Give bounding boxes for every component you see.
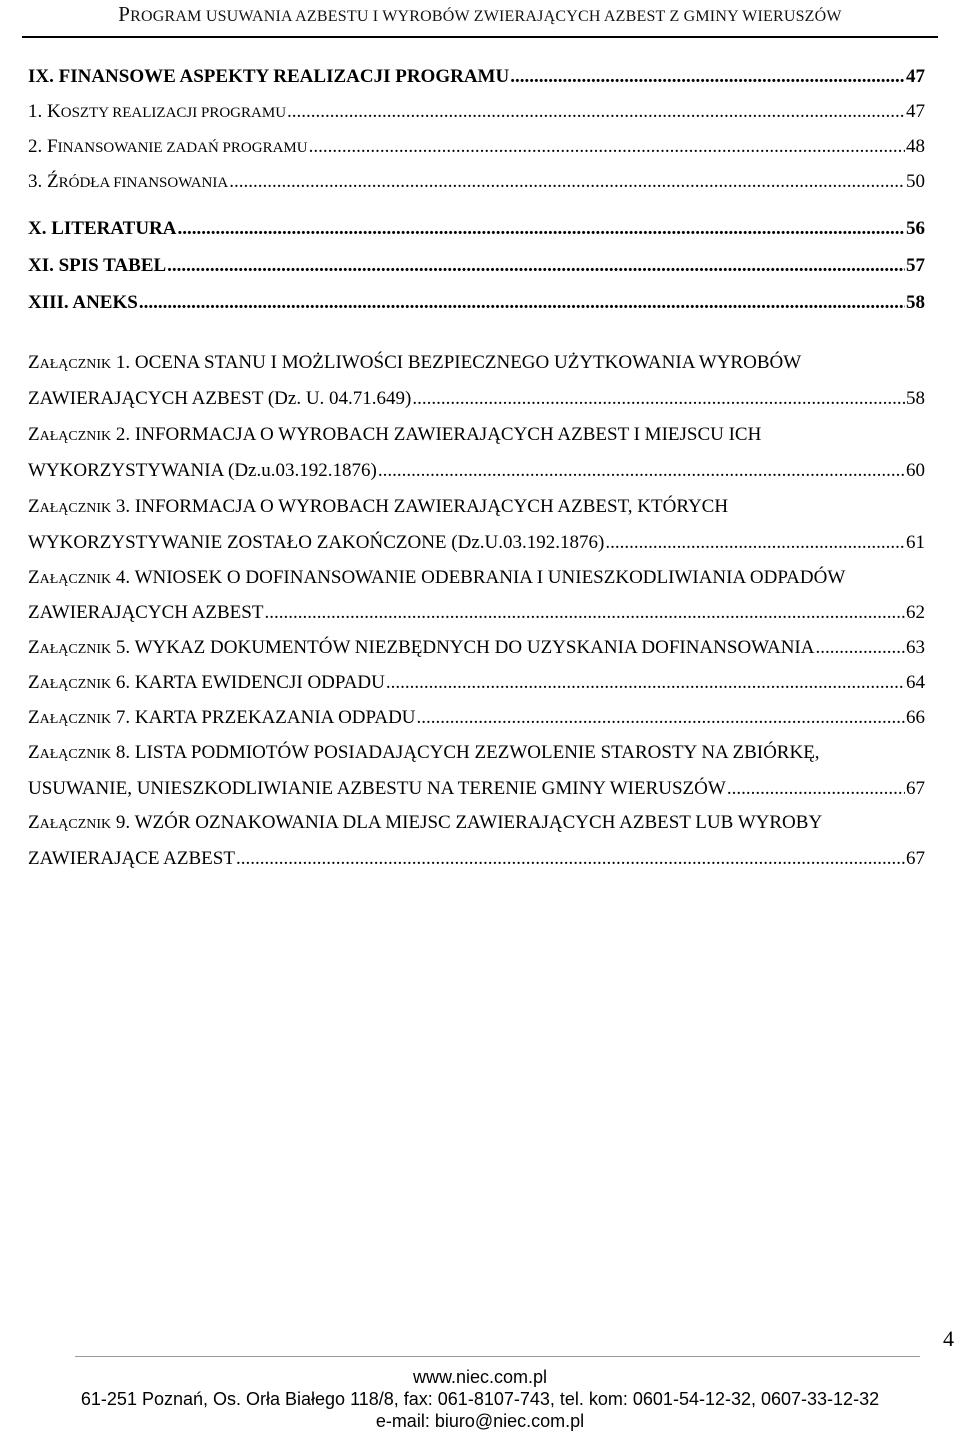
leader-dots xyxy=(178,218,905,240)
annex-line-2 xyxy=(28,602,925,637)
toc-entry[interactable] xyxy=(28,218,925,255)
annex-title-text: KARTA EWIDENCJI ODPADU xyxy=(134,672,385,693)
toc-entry[interactable] xyxy=(28,136,925,171)
toc-entry-label: X. LITERATURA xyxy=(28,218,177,239)
page-footer xyxy=(0,1366,960,1432)
toc-entry-page: 58 xyxy=(906,292,925,313)
annex-title xyxy=(28,637,814,659)
annex-title-line-1: OCENA STANU I MOŻLIWOŚCI BEZPIECZNEGO UŻYTKOWANIA WYROBÓW xyxy=(134,352,802,373)
annex-line-2 xyxy=(28,532,925,567)
toc-annex-entry[interactable] xyxy=(28,496,925,567)
toc-annex-entry[interactable] xyxy=(28,352,925,424)
annex-title-line-2: ZAWIERAJĄCE AZBEST xyxy=(28,848,235,869)
toc-entry[interactable] xyxy=(28,171,925,218)
annex-line-1 xyxy=(28,812,925,848)
toc-annex-entry[interactable] xyxy=(28,742,925,812)
toc-entry-label: XIII. ANEKS xyxy=(28,292,138,313)
table-of-contents xyxy=(28,66,925,883)
annex-number: 6. xyxy=(111,672,135,693)
annex-prefix-initial: Z xyxy=(28,424,40,445)
leader-dots xyxy=(139,292,905,314)
footer-address: 61-251 Poznań, Os. Orła Białego 118/8, fax: 061-8107-743, tel. kom: 0601-54-12-32, 0607-33-12-32 xyxy=(80,1389,880,1409)
annex-prefix-initial: Z xyxy=(28,707,40,728)
toc-entry-label: XI. SPIS TABEL xyxy=(28,255,167,276)
toc-entry[interactable] xyxy=(28,101,925,136)
annex-number: 7. xyxy=(111,707,135,728)
leader-dots xyxy=(605,532,905,554)
footer-email[interactable]: e-mail: biuro@niec.com.pl xyxy=(375,1411,585,1431)
toc-entry-page: 58 xyxy=(906,388,925,409)
toc-entry-page: 63 xyxy=(906,637,925,658)
toc-entry-label xyxy=(28,101,286,123)
toc-annex-entry[interactable] xyxy=(28,672,925,707)
toc-entry-page: 62 xyxy=(906,602,925,623)
annex-title xyxy=(28,707,416,729)
leader-dots xyxy=(412,388,905,410)
toc-entry-page: 66 xyxy=(906,707,925,728)
annex-title-line-1: INFORMACJA O WYROBACH ZAWIERAJĄCYCH AZBEST, KTÓRYCH xyxy=(134,496,729,517)
annex-prefix-initial: Z xyxy=(28,352,40,373)
footer-divider xyxy=(75,1356,920,1357)
annex-prefix-initial: Z xyxy=(28,672,40,693)
toc-entry-label: IX. FINANSOWE ASPEKTY REALIZACJI PROGRAMU xyxy=(28,66,510,87)
annex-line-2 xyxy=(28,778,925,812)
annex-prefix: AŁĄCZNIK xyxy=(39,572,112,587)
leader-dots xyxy=(167,255,905,277)
leader-dots xyxy=(378,460,905,482)
header-title-initial: P xyxy=(118,2,131,26)
annex-title-text: KARTA PRZEKAZANIA ODPADU xyxy=(134,707,416,728)
annex-prefix-initial: Z xyxy=(28,567,40,588)
toc-entry-page: 47 xyxy=(906,101,925,122)
running-header xyxy=(22,0,938,38)
toc-entry-title: OSZTY REALIZACJI PROGRAMU xyxy=(60,105,287,121)
annex-prefix: AŁĄCZNIK xyxy=(39,642,112,657)
annex-prefix: AŁĄCZNIK xyxy=(39,429,112,444)
annex-prefix: AŁĄCZNIK xyxy=(39,747,112,762)
annex-number: 9. xyxy=(111,812,135,833)
annex-line-1 xyxy=(28,567,925,602)
annex-title-line-2: WYKORZYSTYWANIE ZOSTAŁO ZAKOŃCZONE (Dz.U.03.192.1876) xyxy=(28,532,605,553)
toc-entry-title: RÓDŁA FINANSOWANIA xyxy=(58,175,229,191)
annex-prefix: AŁĄCZNIK xyxy=(39,357,112,372)
annex-title-text: WYKAZ DOKUMENTÓW NIEZBĘDNYCH DO UZYSKANIA DOFINANSOWANIA xyxy=(134,637,815,658)
annex-prefix: AŁĄCZNIK xyxy=(39,817,112,832)
annex-number: 1. xyxy=(111,352,135,373)
annex-line-1 xyxy=(28,352,925,388)
annex-title-line-2: ZAWIERAJĄCYCH AZBEST xyxy=(28,602,264,623)
toc-entry-page: 47 xyxy=(906,66,925,87)
annex-number: 3. xyxy=(111,496,135,517)
toc-entry-page: 67 xyxy=(906,848,925,869)
toc-entry[interactable] xyxy=(28,292,925,352)
toc-entry[interactable] xyxy=(28,255,925,292)
annex-line-2 xyxy=(28,388,925,424)
header-title-rest-1: ROGRAM xyxy=(130,8,206,25)
annex-prefix-initial: Z xyxy=(28,637,40,658)
toc-entry-title: INANSOWANIE ZADAŃ PROGRAMU xyxy=(57,140,308,156)
footer-website[interactable]: www.niec.com.pl xyxy=(412,1367,548,1387)
toc-entry-page: 57 xyxy=(906,255,925,276)
toc-entry-page: 50 xyxy=(906,171,925,192)
toc-annex-entry[interactable] xyxy=(28,637,925,672)
annex-title-line-1: WNIOSEK O DOFINANSOWANIE ODEBRANIA I UNIESZKODLIWIANIA ODPADÓW xyxy=(134,567,846,588)
annex-line-1 xyxy=(28,742,925,778)
toc-entry-page: 56 xyxy=(906,218,925,239)
annex-title-line-2: USUWANIE, UNIESZKODLIWIANIE AZBESTU NA TERENIE GMINY WIERUSZÓW xyxy=(28,778,726,799)
annex-title-line-2: ZAWIERAJĄCYCH AZBEST (Dz. U. 04.71.649) xyxy=(28,388,412,409)
annex-title-line-1: INFORMACJA O WYROBACH ZAWIERAJĄCYCH AZBEST I MIEJSCU ICH xyxy=(134,424,762,445)
leader-dots xyxy=(287,101,905,123)
leader-dots xyxy=(309,136,905,158)
toc-annex-entry[interactable] xyxy=(28,707,925,742)
leader-dots xyxy=(264,602,905,624)
toc-entry[interactable] xyxy=(28,66,925,101)
leader-dots xyxy=(727,778,905,800)
toc-annex-entry[interactable] xyxy=(28,812,925,883)
toc-entry-label xyxy=(28,136,308,158)
leader-dots xyxy=(417,707,905,729)
toc-entry-number: 3. Ź xyxy=(28,171,59,192)
annex-title-line-2: WYKORZYSTYWANIA (Dz.u.03.192.1876) xyxy=(28,460,377,481)
toc-entry-page: 61 xyxy=(906,532,925,553)
annex-number: 2. xyxy=(111,424,135,445)
leader-dots xyxy=(229,171,905,193)
annex-prefix-initial: Z xyxy=(28,812,40,833)
toc-entry-page: 48 xyxy=(906,136,925,157)
leader-dots xyxy=(510,66,905,88)
annex-line-2 xyxy=(28,848,925,883)
toc-entry-number: 1. K xyxy=(28,101,61,122)
annex-number: 5. xyxy=(111,637,135,658)
annex-title-line-1: LISTA PODMIOTÓW POSIADAJĄCYCH ZEZWOLENIE STAROSTY NA ZBIÓRKĘ, xyxy=(134,742,820,763)
toc-entry-page: 64 xyxy=(906,672,925,693)
annex-line-2 xyxy=(28,460,925,496)
annex-prefix: AŁĄCZNIK xyxy=(39,677,112,692)
toc-entry-number: 2. F xyxy=(28,136,58,157)
annex-prefix-initial: Z xyxy=(28,496,40,517)
page-number: 4 xyxy=(943,1326,954,1351)
annex-prefix-initial: Z xyxy=(28,742,40,763)
leader-dots xyxy=(386,672,905,694)
annex-prefix: AŁĄCZNIK xyxy=(39,501,112,516)
annex-line-1 xyxy=(28,496,925,532)
annex-number: 8. xyxy=(111,742,135,763)
annex-title xyxy=(28,672,385,694)
toc-annex-entry[interactable] xyxy=(28,567,925,637)
annex-number: 4. xyxy=(111,567,135,588)
toc-annex-entry[interactable] xyxy=(28,424,925,496)
toc-entry-page: 60 xyxy=(906,460,925,481)
annex-line-1 xyxy=(28,424,925,460)
leader-dots xyxy=(815,637,905,659)
toc-entry-page: 67 xyxy=(906,778,925,799)
toc-entry-label xyxy=(28,171,228,193)
annex-title-line-1: WZÓR OZNAKOWANIA DLA MIEJSC ZAWIERAJĄCYCH AZBEST LUB WYROBY xyxy=(134,812,823,833)
header-title-rest-2: USUWANIA AZBESTU I WYROBÓW ZWIERAJĄCYCH AZBEST Z GMINY WIERUSZÓW xyxy=(205,8,842,25)
annex-prefix: AŁĄCZNIK xyxy=(39,712,112,727)
leader-dots xyxy=(236,848,905,870)
